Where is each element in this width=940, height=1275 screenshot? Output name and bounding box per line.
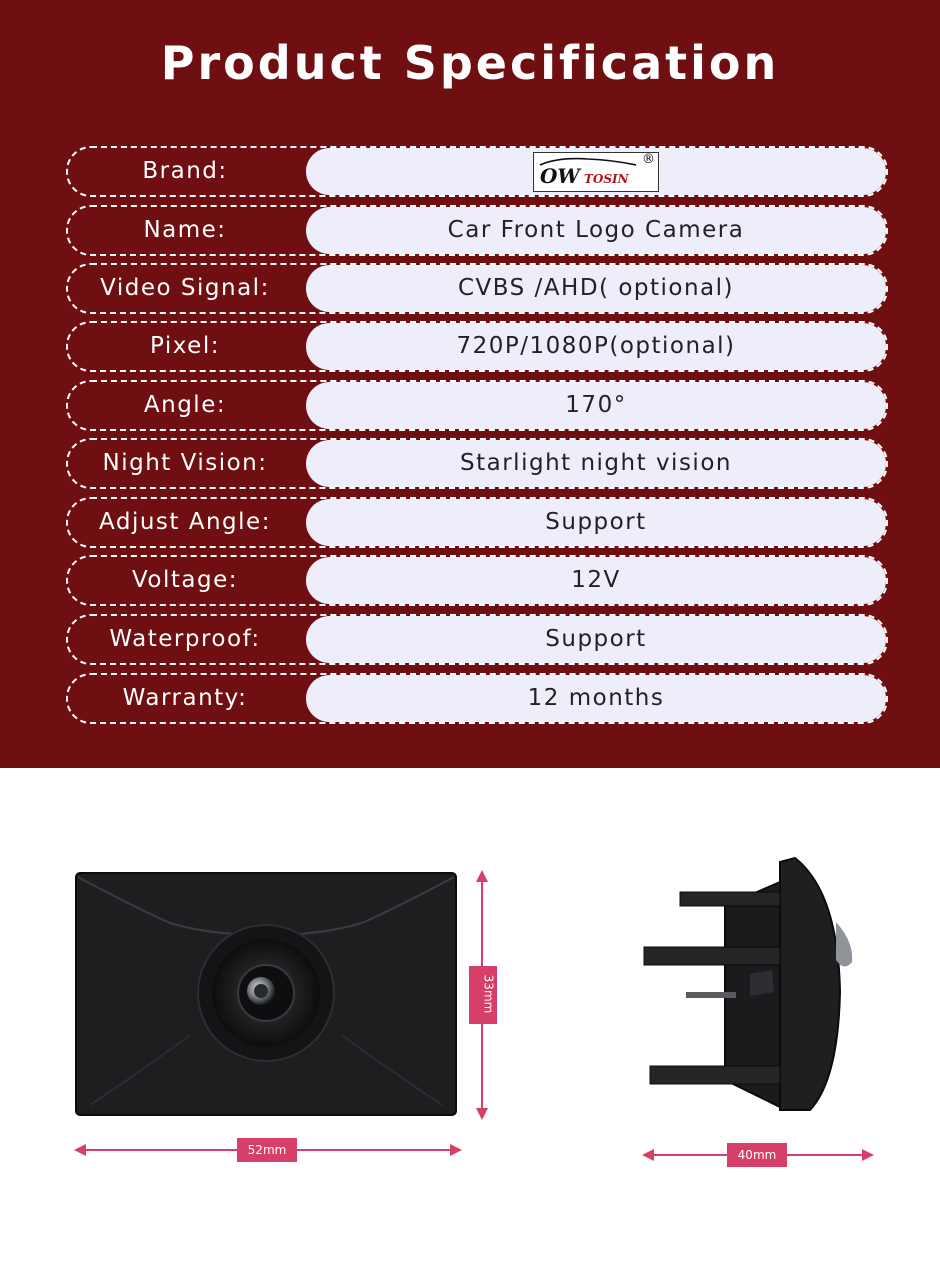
registered-mark: ®	[642, 152, 655, 167]
spec-label: Brand:	[142, 158, 228, 184]
dimension-label-depth: 40mm	[727, 1143, 787, 1167]
spec-label: Waterproof:	[109, 626, 261, 652]
spec-value-brand	[306, 148, 886, 195]
page-title: Product Specification	[160, 36, 780, 90]
dimension-label-height	[469, 966, 497, 1024]
spec-value: CVBS /AHD( optional)	[306, 265, 886, 312]
spec-row-adjust-angle	[66, 497, 886, 546]
spec-value: Support	[306, 616, 886, 663]
spec-value: Car Front Logo Camera	[306, 207, 886, 254]
spec-row-voltage	[66, 555, 886, 604]
spec-row-pixel	[66, 321, 886, 370]
spec-value: 12V	[306, 557, 886, 604]
spec-value: 720P/1080P(optional)	[306, 323, 886, 370]
spec-value: Starlight night vision	[306, 440, 886, 487]
spec-label: Pixel:	[150, 333, 220, 359]
spec-row-name	[66, 205, 886, 254]
brand-logo	[533, 152, 659, 192]
logo-text-ow: OW	[540, 164, 580, 188]
logo-text-tosin: TOSIN	[584, 172, 629, 186]
spec-label: Warranty:	[122, 685, 248, 711]
spec-value: 12 months	[306, 675, 886, 722]
camera-side-view	[630, 852, 880, 1122]
spec-label: Adjust Angle:	[99, 509, 271, 535]
height-text: 33mm	[481, 974, 496, 1014]
spec-row-brand	[66, 146, 886, 195]
spec-row-video-signal	[66, 263, 886, 312]
spec-row-warranty	[66, 673, 886, 722]
dimension-label-width: 52mm	[237, 1138, 297, 1162]
spec-value: Support	[306, 499, 886, 546]
spec-row-angle	[66, 380, 886, 429]
spec-row-waterproof	[66, 614, 886, 663]
spec-value: 170°	[306, 382, 886, 429]
spec-label: Name:	[143, 217, 227, 243]
front-dimension-lines	[70, 868, 500, 1168]
spec-label: Night Vision:	[102, 450, 268, 476]
spec-label: Video Signal:	[100, 275, 270, 301]
spec-row-night-vision	[66, 438, 886, 487]
spec-label: Voltage:	[131, 567, 239, 593]
spec-label: Angle:	[143, 392, 227, 418]
